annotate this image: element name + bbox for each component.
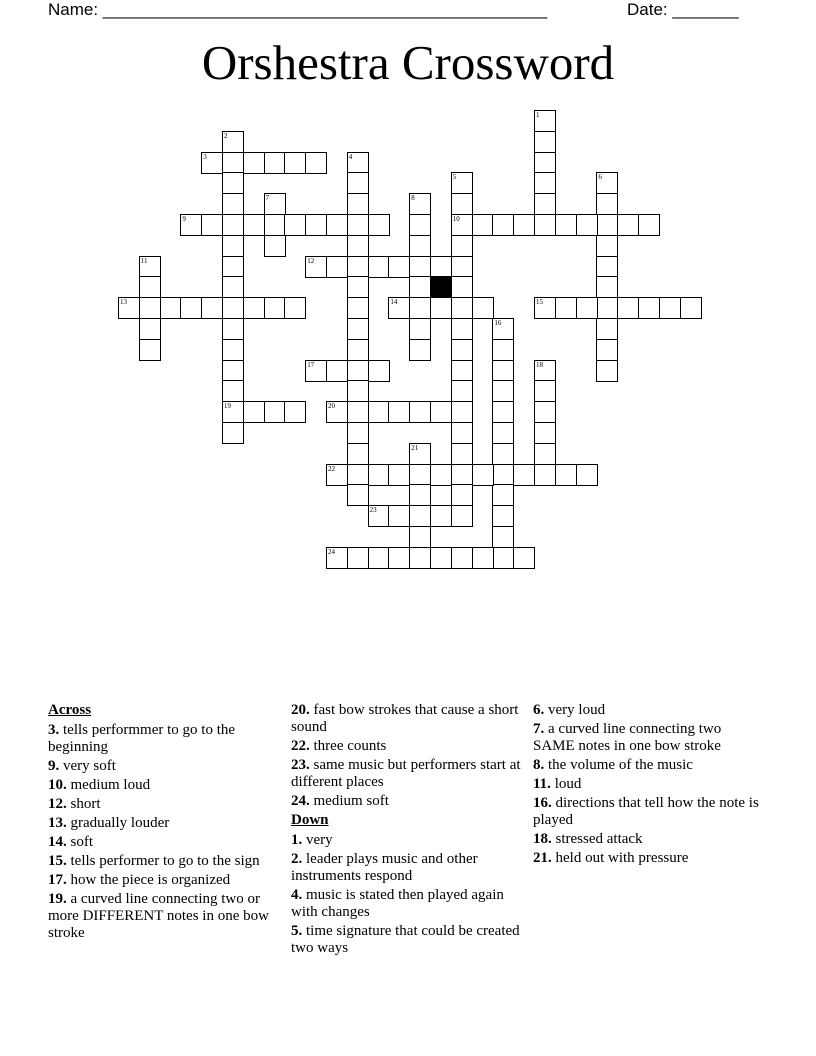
clue-text: very loud: [548, 702, 606, 718]
grid-cell[interactable]: [305, 214, 327, 236]
grid-cell[interactable]: [409, 526, 431, 548]
grid-cell[interactable]: [139, 276, 161, 298]
grid-cell[interactable]: [492, 422, 514, 444]
page-title: Orshestra Crossword: [201, 35, 615, 90]
grid-cell[interactable]: [451, 401, 473, 423]
clue-text: medium soft: [313, 793, 389, 809]
grid-cell[interactable]: [264, 297, 286, 319]
grid-cell[interactable]: [680, 297, 702, 319]
clue-number-label: 2: [224, 131, 228, 140]
grid-cell[interactable]: [201, 214, 223, 236]
clue-number: 8.: [533, 757, 545, 773]
grid-cell[interactable]: [534, 380, 556, 402]
clue-text: soft: [70, 834, 93, 850]
grid-cell[interactable]: [534, 401, 556, 423]
clue-number: 6.: [533, 702, 545, 718]
grid-cell[interactable]: [347, 214, 369, 236]
grid-cell[interactable]: [492, 484, 514, 506]
clue-text: same music but performers start at different places: [291, 757, 521, 790]
grid-cell[interactable]: [264, 193, 286, 215]
clue-number-label: 23: [369, 506, 377, 515]
grid-cell[interactable]: [201, 297, 223, 319]
clue-text: time signature that could be created two ways: [291, 923, 520, 956]
grid-cell[interactable]: [347, 401, 369, 423]
grid-cell[interactable]: [430, 256, 452, 278]
grid-cell[interactable]: [160, 297, 182, 319]
grid-cell[interactable]: [264, 401, 286, 423]
grid-cell[interactable]: [596, 193, 618, 215]
grid-cell[interactable]: [222, 318, 244, 340]
grid-cell[interactable]: [139, 339, 161, 361]
clue-text: gradually louder: [70, 815, 170, 831]
clue-item: [533, 831, 763, 848]
clue-number-label: 17: [307, 360, 315, 369]
grid-cell[interactable]: [180, 214, 202, 236]
grid-cell[interactable]: [513, 464, 535, 486]
clue-number-label: 14: [390, 298, 398, 307]
grid-cell[interactable]: [305, 152, 327, 174]
grid-cell[interactable]: [451, 214, 473, 236]
clue-number-label: 13: [120, 298, 127, 307]
name-field-label: Name: _______________________________________________: [48, 0, 548, 19]
grid-cell[interactable]: [284, 297, 306, 319]
clue-item: [291, 738, 521, 755]
clue-number: 13.: [48, 815, 67, 831]
grid-cell[interactable]: [347, 443, 369, 465]
clue-number-label: 11: [140, 256, 148, 265]
grid-cell[interactable]: [492, 547, 514, 569]
grid-cell[interactable]: [451, 422, 473, 444]
clue-number-label: 7: [265, 194, 270, 203]
clue-item: [533, 721, 763, 755]
grid-cell[interactable]: [222, 235, 244, 257]
grid-cell[interactable]: [492, 214, 514, 236]
grid-cell[interactable]: [347, 360, 369, 382]
grid-cell[interactable]: [243, 297, 265, 319]
grid-cell[interactable]: [492, 464, 514, 486]
clue-item: [291, 757, 521, 791]
grid-cell[interactable]: [347, 339, 369, 361]
clue-number: 3.: [48, 722, 60, 738]
clue-text: leader plays music and other instruments respond: [291, 851, 478, 884]
grid-cell[interactable]: [409, 547, 431, 569]
grid-cell[interactable]: [451, 505, 473, 527]
grid-cell[interactable]: [347, 547, 369, 569]
grid-cell[interactable]: [347, 193, 369, 215]
grid-cell[interactable]: [347, 172, 369, 194]
grid-cell[interactable]: [638, 214, 660, 236]
grid-cell[interactable]: [472, 297, 494, 319]
grid-cell[interactable]: [347, 276, 369, 298]
grid-cell[interactable]: [347, 297, 369, 319]
clue-item: [48, 872, 278, 889]
date-field-label: Date: _______: [627, 0, 739, 19]
grid-cell[interactable]: [139, 297, 161, 319]
clue-text: music is stated then played again with changes: [291, 887, 504, 920]
grid-cell[interactable]: [409, 318, 431, 340]
grid-cell[interactable]: [243, 401, 265, 423]
grid-cell[interactable]: [596, 360, 618, 382]
grid-cell[interactable]: [576, 464, 598, 486]
grid-cell[interactable]: [368, 547, 390, 569]
grid-cell[interactable]: [409, 464, 431, 486]
grid-cell[interactable]: [222, 360, 244, 382]
grid-cell[interactable]: [534, 131, 556, 153]
clue-number: 20.: [291, 702, 310, 718]
grid-cell[interactable]: [430, 464, 452, 486]
clue-number: 18.: [533, 831, 552, 847]
grid-cell[interactable]: [388, 464, 410, 486]
clue-number: 24.: [291, 793, 310, 809]
grid-cell[interactable]: [264, 152, 286, 174]
grid-cell[interactable]: [409, 505, 431, 527]
grid-cell[interactable]: [326, 360, 348, 382]
grid-cell[interactable]: [451, 318, 473, 340]
clue-item: [48, 834, 278, 851]
across-heading: Across: [48, 702, 92, 718]
clues-column-3: [533, 702, 763, 869]
grid-cell[interactable]: [492, 318, 514, 340]
clue-item: [533, 702, 763, 719]
grid-cell[interactable]: [534, 172, 556, 194]
grid-black-square: [430, 276, 452, 298]
grid-cell[interactable]: [596, 172, 618, 194]
grid-cell[interactable]: [409, 339, 431, 361]
grid-cell[interactable]: [243, 152, 265, 174]
clue-number-label: 5: [452, 173, 457, 182]
grid-cell[interactable]: [451, 235, 473, 257]
grid-cell[interactable]: [534, 214, 556, 236]
grid-cell[interactable]: [326, 256, 348, 278]
clue-text: directions that tell how the note is played: [533, 795, 759, 828]
grid-cell[interactable]: [596, 276, 618, 298]
grid-cell[interactable]: [388, 547, 410, 569]
grid-cell[interactable]: [347, 422, 369, 444]
clue-number: 21.: [533, 850, 552, 866]
clue-text: very soft: [63, 758, 116, 774]
grid-cell[interactable]: [596, 235, 618, 257]
grid-cell[interactable]: [326, 547, 348, 569]
grid-cell[interactable]: [576, 214, 598, 236]
clue-number: 23.: [291, 757, 310, 773]
grid-cell[interactable]: [118, 297, 140, 319]
clue-item: [291, 793, 521, 810]
grid-cell[interactable]: [222, 422, 244, 444]
clue-text: fast bow strokes that cause a short sound: [291, 702, 519, 735]
clue-item: [48, 758, 278, 775]
grid-cell[interactable]: [451, 276, 473, 298]
grid-cell[interactable]: [180, 297, 202, 319]
grid-cell[interactable]: [472, 464, 494, 486]
grid-cell[interactable]: [368, 360, 390, 382]
grid-cell[interactable]: [451, 339, 473, 361]
grid-cell[interactable]: [534, 297, 556, 319]
grid-cell[interactable]: [596, 256, 618, 278]
clue-number: 14.: [48, 834, 67, 850]
grid-cell[interactable]: [513, 547, 535, 569]
grid-cell[interactable]: [409, 256, 431, 278]
clue-number-label: 21: [411, 443, 419, 452]
grid-cell[interactable]: [451, 380, 473, 402]
clue-text: held out with pressure: [555, 850, 689, 866]
clue-item: [48, 891, 278, 942]
clue-number-label: 1: [536, 111, 540, 119]
grid-cell[interactable]: [409, 214, 431, 236]
grid-cell[interactable]: [347, 380, 369, 402]
clue-number: 12.: [48, 796, 67, 812]
grid-cell[interactable]: [222, 276, 244, 298]
clue-number: 19.: [48, 891, 67, 907]
grid-cell[interactable]: [347, 318, 369, 340]
grid-cell[interactable]: [347, 484, 369, 506]
clue-number: 5.: [291, 923, 303, 939]
grid-cell[interactable]: [368, 505, 390, 527]
clue-text: three counts: [313, 738, 387, 754]
grid-cell[interactable]: [451, 443, 473, 465]
grid-cell[interactable]: [534, 422, 556, 444]
clue-number: 15.: [48, 853, 67, 869]
clue-number: 7.: [533, 721, 545, 737]
clues-column-1: [48, 702, 278, 944]
clue-number-label: 16: [494, 319, 502, 327]
grid-cell[interactable]: [326, 214, 348, 236]
clue-number-label: 9: [182, 215, 186, 223]
grid-cell[interactable]: [409, 193, 431, 215]
clue-item: [48, 815, 278, 832]
clue-item: [291, 832, 521, 849]
grid-cell[interactable]: [347, 464, 369, 486]
grid-cell[interactable]: [617, 214, 639, 236]
clue-number: 16.: [533, 795, 552, 811]
grid-cell[interactable]: [409, 235, 431, 257]
clue-item: [533, 795, 763, 829]
grid-cell[interactable]: [492, 526, 514, 548]
grid-cell[interactable]: [596, 297, 618, 319]
clue-text: a curved line connecting two SAME notes in one bow stroke: [533, 721, 722, 754]
grid-cell[interactable]: [451, 464, 473, 486]
clue-text: medium loud: [70, 777, 151, 793]
grid-cell[interactable]: [555, 464, 577, 486]
grid-cell[interactable]: [284, 214, 306, 236]
grid-cell[interactable]: [264, 235, 286, 257]
grid-cell[interactable]: [534, 443, 556, 465]
grid-cell[interactable]: [596, 318, 618, 340]
clue-item: [48, 722, 278, 756]
grid-cell[interactable]: [617, 297, 639, 319]
grid-cell[interactable]: [451, 547, 473, 569]
clue-text: very: [306, 832, 333, 848]
grid-cell[interactable]: [430, 297, 452, 319]
grid-cell[interactable]: [409, 401, 431, 423]
grid-cell[interactable]: [222, 131, 244, 153]
clue-number-label: 3: [203, 152, 207, 161]
clue-number: 22.: [291, 738, 310, 754]
grid-cell[interactable]: [222, 380, 244, 402]
grid-cell[interactable]: [409, 443, 431, 465]
grid-cell[interactable]: [430, 547, 452, 569]
grid-cell[interactable]: [388, 505, 410, 527]
clue-number: 9.: [48, 758, 60, 774]
clue-item: [533, 850, 763, 867]
clue-number-label: 20: [328, 402, 335, 411]
clue-text: stressed attack: [555, 831, 643, 847]
grid-cell[interactable]: [492, 401, 514, 423]
grid-cell[interactable]: [492, 339, 514, 361]
clue-text: short: [70, 796, 101, 812]
grid-cell[interactable]: [638, 297, 660, 319]
grid-cell[interactable]: [430, 505, 452, 527]
clue-text: how the piece is organized: [70, 872, 231, 888]
grid-cell[interactable]: [409, 276, 431, 298]
grid-cell[interactable]: [222, 339, 244, 361]
grid-cell[interactable]: [222, 172, 244, 194]
grid-cell[interactable]: [555, 214, 577, 236]
clue-number: 2.: [291, 851, 303, 867]
clue-number: 17.: [48, 872, 67, 888]
clue-text: the volume of the music: [548, 757, 693, 773]
grid-cell[interactable]: [451, 360, 473, 382]
grid-cell[interactable]: [326, 464, 348, 486]
grid-cell[interactable]: [492, 360, 514, 382]
grid-cell[interactable]: [492, 380, 514, 402]
clue-item: [291, 851, 521, 885]
grid-cell[interactable]: [409, 484, 431, 506]
grid-cell[interactable]: [472, 214, 494, 236]
grid-cell[interactable]: [451, 297, 473, 319]
grid-cell[interactable]: [284, 152, 306, 174]
clue-number-label: 8: [411, 194, 415, 203]
grid-cell[interactable]: [347, 256, 369, 278]
clue-number-label: 18: [536, 360, 543, 369]
grid-cell[interactable]: [492, 443, 514, 465]
clue-number-label: 12: [307, 256, 315, 265]
grid-cell[interactable]: [305, 360, 327, 382]
grid-cell[interactable]: [659, 297, 681, 319]
grid-cell[interactable]: [596, 214, 618, 236]
grid-cell[interactable]: [347, 152, 369, 174]
grid-cell[interactable]: [451, 172, 473, 194]
grid-cell[interactable]: [451, 256, 473, 278]
clue-item: [291, 887, 521, 921]
clue-number: 1.: [291, 832, 303, 848]
grid-cell[interactable]: [534, 360, 556, 382]
grid-cell[interactable]: [492, 505, 514, 527]
clue-item: [291, 702, 521, 736]
clue-number-label: 10: [452, 215, 460, 223]
grid-cell[interactable]: [472, 547, 494, 569]
clue-item: [533, 776, 763, 793]
clue-item: [48, 853, 278, 870]
grid-cell[interactable]: [513, 214, 535, 236]
grid-cell[interactable]: [596, 339, 618, 361]
grid-cell[interactable]: [534, 110, 556, 132]
clue-text: loud: [554, 776, 582, 792]
grid-cell[interactable]: [368, 214, 390, 236]
grid-cell[interactable]: [388, 297, 410, 319]
grid-cell[interactable]: [534, 152, 556, 174]
grid-cell[interactable]: [368, 464, 390, 486]
grid-cell[interactable]: [388, 256, 410, 278]
grid-cell[interactable]: [139, 256, 161, 278]
grid-cell[interactable]: [222, 214, 244, 236]
clues-column-2: [291, 702, 521, 959]
grid-cell[interactable]: [222, 256, 244, 278]
grid-cell[interactable]: [576, 297, 598, 319]
grid-cell[interactable]: [534, 464, 556, 486]
grid-cell[interactable]: [555, 297, 577, 319]
grid-cell[interactable]: [284, 401, 306, 423]
clue-text: tells performmer to go to the beginning: [48, 722, 236, 755]
grid-cell[interactable]: [243, 214, 265, 236]
grid-cell[interactable]: [368, 256, 390, 278]
clue-item: [48, 796, 278, 813]
grid-cell[interactable]: [451, 193, 473, 215]
clue-number: 10.: [48, 777, 67, 793]
grid-cell[interactable]: [368, 401, 390, 423]
grid-cell[interactable]: [222, 152, 244, 174]
grid-cell[interactable]: [222, 297, 244, 319]
clue-item: [291, 923, 521, 957]
grid-cell[interactable]: [430, 401, 452, 423]
clue-number-label: 6: [598, 173, 602, 182]
grid-cell[interactable]: [534, 193, 556, 215]
grid-cell[interactable]: [201, 152, 223, 174]
clue-item: [533, 757, 763, 774]
clue-text: a curved line connecting two or more DIFFERENT notes in one bow stroke: [48, 891, 269, 941]
clue-number: 4.: [291, 887, 303, 903]
grid-cell[interactable]: [139, 318, 161, 340]
clue-number-label: 22: [328, 464, 335, 473]
clue-number-label: 4: [348, 152, 353, 161]
clue-item: [48, 777, 278, 794]
clue-number-label: 24: [328, 547, 335, 556]
clue-text: tells performer to go to the sign: [70, 853, 260, 869]
clue-number: 11.: [533, 776, 551, 792]
grid-cell[interactable]: [347, 235, 369, 257]
grid-cell[interactable]: [409, 297, 431, 319]
grid-cell[interactable]: [451, 484, 473, 506]
grid-cell[interactable]: [222, 193, 244, 215]
clue-number-label: 15: [536, 298, 543, 307]
grid-cell[interactable]: [305, 256, 327, 278]
down-heading: Down: [291, 812, 329, 828]
grid-cell[interactable]: [222, 401, 244, 423]
grid-cell[interactable]: [264, 214, 286, 236]
grid-cell[interactable]: [326, 401, 348, 423]
grid-cell[interactable]: [388, 401, 410, 423]
clue-number-label: 19: [224, 402, 231, 411]
